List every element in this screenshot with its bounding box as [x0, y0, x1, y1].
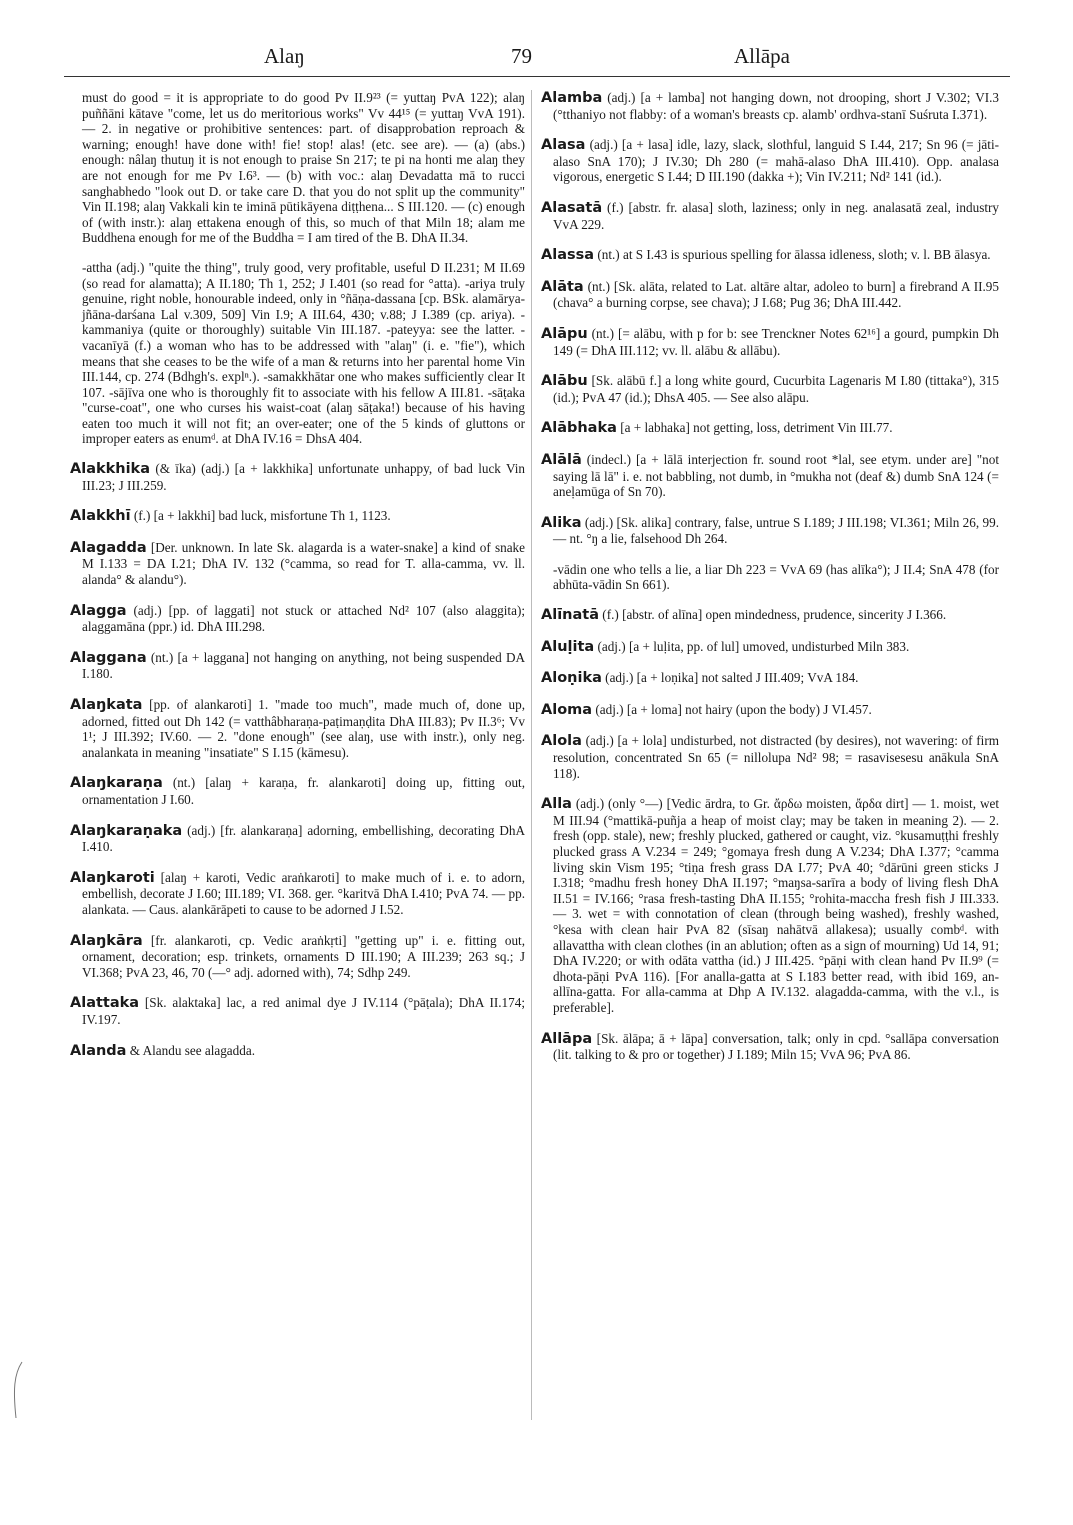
margin-pencil-mark	[10, 1360, 24, 1420]
entry-body: [Sk. ālāpa; ā + lāpa] conversation, talk; only in cpd. °sallāpa conversation (lit. talking to & pro or together) J I.189; Miln 15; VvA 96; PvA 86.	[553, 1030, 999, 1063]
dictionary-entry	[70, 775, 525, 807]
entry-headword: Alassa	[541, 247, 595, 264]
dictionary-entry	[541, 562, 999, 593]
entry-headword: Aluḷita	[541, 638, 595, 655]
dictionary-entry	[70, 260, 525, 447]
entry-headword: Alaŋkaraṇa	[70, 775, 163, 792]
dictionary-entry	[541, 373, 999, 405]
entry-body: (adj.) [fr. alankaraṇa] adorning, embellishing, decorating DhA I.410.	[82, 822, 525, 855]
dictionary-entry	[70, 823, 525, 855]
entry-headword: Alanda	[70, 1042, 127, 1059]
dictionary-entry	[541, 452, 999, 500]
entry-body: (f.) [a + lakkhi] bad luck, misfortune Th 1, 1123.	[130, 508, 391, 524]
dictionary-entry	[70, 90, 525, 246]
dictionary-entry	[541, 420, 999, 437]
entry-body: [Der. unknown. In late Sk. alagarda is a water-snake] a kind of snake M I.133 = DA I.21; DhA IV. 132 (°camma, so read for T. alla-camma, vv. ll. alanda° & alandu°).	[82, 539, 525, 588]
entry-body: must do good = it is appropriate to do good Pv II.9²³ (= yuttaŋ PvA 122); alaŋ puññāni kātave "come, let us do meritorious works" Vv 44¹⁵ (= yuttaŋ VvA 191). — 2. in negative or prohibitive sentences: part. of disapprobation reproach & warning; enough! have done with! fie! stop! alas! (etc. see are). — (a) (abs.) enough: nâlaŋ thutuŋ it is not enough to praise Sn 217; te pi na honti me alaŋ they are not enough for me Pv I.6³. — (b) with voc.: alaŋ Devadatta mā to rucci sanghabhedo "look out D. or take care D. that you do not split up the community" Vin II.198; alaŋ Vakkali kin te iminā pūtikāyena diṭṭhena... S III.120. — (c) enough of (with instr.): alaŋ ettakena enough of this, so much of that Miln 18; alam me Buddhena enough for me of the Buddha = I am tired of the B. DhA II.34.	[82, 90, 525, 246]
dictionary-entry	[541, 607, 999, 624]
column-divider	[531, 90, 532, 1420]
entry-body: (adj.) [a + lola] undisturbed, not distracted (by desires), not wavering: of firm resolution, concentrated Sn 65 (= nillolupa Nd² 98; = rasavisesesu anākula SnA 118).	[553, 733, 999, 781]
entry-body: (nt.) [Sk. alāta, related to Lat. altāre altar, adoleo to burn] a firebrand A II.95 (chava° a burning corpse, see chava); J I.68; Pug 36; DhA III.442.	[553, 278, 999, 311]
entry-headword: Alola	[541, 733, 582, 750]
entry-body: [Sk. alaktaka] lac, a red animal dye J IV.114 (°pāṭala); DhA II.174; IV.197.	[82, 995, 525, 1027]
entry-headword: Alāta	[541, 278, 584, 295]
dictionary-entry	[541, 279, 999, 311]
dictionary-entry	[541, 200, 999, 232]
entry-headword: Aloma	[541, 701, 593, 718]
dictionary-entry	[70, 461, 525, 493]
dictionary-entry	[541, 326, 999, 358]
entry-headword: Alaŋkāra	[70, 932, 143, 949]
dictionary-entry	[70, 995, 525, 1027]
dictionary-entry	[541, 670, 999, 687]
dictionary-entry	[70, 540, 525, 588]
entry-body: (adj.) [a + loma] not hairy (upon the body) J VI.457.	[592, 701, 872, 717]
entry-headword: Alālā	[541, 451, 582, 468]
entry-body: (& īka) (adj.) [a + lakkhika] unfortunate unhappy, of bad luck Vin III.23; J III.259.	[82, 461, 525, 493]
dictionary-entry	[70, 508, 525, 525]
entry-headword: Alaŋkaraṇaka	[70, 822, 183, 839]
dictionary-entry	[541, 733, 999, 781]
entry-body: (adj.) [a + loṇika] not salted J III.409; VvA 184.	[601, 670, 859, 686]
header-rule	[64, 76, 1010, 77]
page-number: 79	[511, 44, 532, 68]
dictionary-entry	[541, 1031, 999, 1063]
entry-body: [a + labhaka] not getting, loss, detriment Vin III.77.	[616, 420, 893, 436]
entry-headword: Alagadda	[70, 539, 147, 556]
entry-body: & Alandu see alagadda.	[126, 1042, 256, 1058]
entry-headword: Aloṇika	[541, 670, 602, 687]
entry-headword: Alaggana	[70, 649, 147, 666]
dictionary-entry	[541, 796, 999, 1015]
dictionary-entry	[541, 137, 999, 185]
dictionary-entry	[541, 90, 999, 122]
entry-body: (nt.) [= alābu, with p for b: see Trenckner Notes 62¹⁶] a gourd, pumpkin Dh 149 (= DhA III.112; vv. ll. alābu & allābu).	[553, 325, 999, 358]
entry-body: [alaŋ + karoti, Vedic araṅkaroti] to make much of i. e. to adorn, embellish, decorate J I.60; III.189; VI. 368. ger. °karitvā DhA I.410; PvA 74. — pp. alankata. — Caus. alankārāpeti to cause to be adorned J I.52.	[82, 869, 525, 917]
entry-body: (adj.) [pp. of laggati] not stuck or attached Nd² 107 (also alaggita); alaggamāna (ppr.) id. DhA III.298.	[82, 602, 525, 635]
dictionary-entry	[70, 870, 525, 918]
entry-body: -attha (adj.) "quite the thing", truly good, very profitable, useful D II.231; M II.69 (so read for alamatta); A II.180; Th 1, 252; J I.401 (so read for °atta). -ariya truly genuine, right noble, honourable indeed, only in °ñāṇa-dassana [cp. BSk. alamārya-jñāna-darśana Lal v.309, 509] Vin I.9; A III.64, 430; v.88; J I.389 (cp. ariya). -kammaniya (quite or thoroughly) suitable Vin III.187. -pateyya: see the latter. -vacanīyā (f.) a woman who has to be addressed with "alaŋ" (i. e. "fie"), which means that she ceases to be the wife of a man & returns into her parental home Vin III.144, cp. 274 (Bdhgh's. explⁿ.). -samakkhātar one who makes sufficiently clear It 107. -sājīva one who is thoroughly fit to associate with his fellow A III.81. -sāṭaka "curse-coat", one who curses his waist-coat (alaŋ sāṭaka!) because of his having eaten too much it will not fit; an over-eater; one of the 5 kinds of gluttons or improper eaters as enumᵈ. at DhA IV.16 = DhsA 404.	[82, 259, 525, 447]
entry-body: (nt.) [alaŋ + karaṇa, fr. alankaroti] doing up, fitting out, ornamentation J I.60.	[82, 775, 525, 807]
entry-body: (adj.) (only °—) [Vedic ārdra, to Gr. ἄρδω moisten, ἄρδα dirt] — 1. moist, wet M III.94 (°mattikā-puñja a heap of moist clay; may be taken in meaning 2). — 2. fresh (opp. stale), new; freshly plucked, gathered or caught, viz. °kusamuṭṭhi freshly plucked grass A V.234 = 249; °gomaya fresh dung A V.234; DhA I.377; °camma living skin Vism 195; °tiṇa fresh grass DA I.77; PvA 40; °dārūni green sticks J I.318; °madhu fresh honey DhA II.197; °maŋsa-sarīra a body of living flesh DhA II.51 = IV.166; °rasa fresh-tasting DhA II.155; °rohita-maccha fresh fish J III.333. — 3. wet = with connotation of clean (through being washed), freshly washed, °kesa with clean hair PvA 82 (sīsaŋ nahātvā allakesa); usually combᵈ. with allavattha with clean clothes (in an ablution; often as a sign of mourning) Ud 14, 91; DhA IV.220; or with odāta vattha (id.) J III.425. °pāṇi with clean hand Pv II.9⁹ (= dhota-pāṇi PvA 116). [For analla-gatta at S I.183 better read, with ibid 169, an-allīna-gatta. For alla-camma at Dhp A IV.132. alagadda-camma, with the v.l., is preferable].	[553, 796, 999, 1015]
entry-body: [pp. of alankaroti] 1. "made too much", made much of, done up, adorned, fitted out Dh 142 (= vatthâbharaṇa-paṭimaṇḍita DhA III.83); Pv II.3⁶; Vv 1¹; J III.392; IV.60. — 2. "done enough" (see alaŋ, use with instr.), only neg. analankata in meaning "insatiate" S I.15 (kāmesu).	[82, 697, 525, 760]
entry-headword: Alattaka	[70, 995, 140, 1012]
entry-headword: Alagga	[70, 602, 127, 619]
dictionary-entry	[541, 247, 999, 264]
entry-headword: Alaŋkata	[70, 697, 143, 713]
entry-body: (adj.) [a + lasa] idle, lazy, slack, slothful, languid S I.44, 217; Sn 96 (= jāti-alaso SnA 170); J IV.30; Dh 280 (= mahā-alaso DhA III.410). Opp. analasa vigorous, energetic S I.44; D III.190 (dakka +); Vin IV.211; Nd² 141 (id.).	[553, 137, 999, 185]
entry-headword: Alaŋkaroti	[70, 869, 155, 886]
entry-headword: Alla	[541, 796, 572, 813]
entry-body: (nt.) [a + laggana] not hanging on anything, not being suspended DA I.180.	[82, 649, 525, 682]
entry-body: (adj.) [a + luḷita, pp. of lul] umoved, undisturbed Miln 383.	[594, 638, 910, 654]
entry-body: (indecl.) [a + lālā interjection fr. sound root *lal, see etym. under are] "not saying lā lā" i. e. not babbling, not dumb, in °mukha not (deaf &) dumb SnA 124 (= aneḷamūga of Sn 70).	[553, 451, 999, 500]
entry-headword: Alika	[541, 514, 582, 531]
entry-headword: Alakkhī	[70, 508, 131, 525]
entry-headword: Alamba	[541, 90, 603, 106]
dictionary-entry	[70, 603, 525, 635]
entry-headword: Alīnatā	[541, 607, 599, 624]
page-header	[64, 44, 1009, 74]
dictionary-entry	[70, 650, 525, 682]
entry-headword: Allāpa	[541, 1030, 593, 1047]
entry-headword: Alābu	[541, 373, 588, 390]
entry-headword: Alasatā	[541, 199, 603, 216]
dictionary-entry	[70, 1043, 525, 1060]
entry-body: (nt.) at S I.43 is spurious spelling for ālassa idleness, sloth; v. l. BB ālasya.	[594, 247, 991, 263]
dictionary-entry	[541, 639, 999, 656]
dictionary-entry	[70, 933, 525, 981]
header-right-guideword: Allāpa	[734, 44, 790, 68]
entry-body: (f.) [abstr. of alīna] open mindedness, prudence, sincerity J I.366.	[599, 607, 947, 623]
entry-headword: Alāpu	[541, 325, 588, 342]
right-column	[541, 90, 999, 1078]
entry-body: (adj.) [a + lamba] not hanging down, not drooping, short J V.302; VI.3 (°tthaniyo not flabby: of a woman's breasts cp. alamb' ordhva-stanī Suśruta I.371).	[553, 90, 999, 122]
entry-headword: Alakkhika	[70, 461, 150, 478]
dictionary-entry	[70, 697, 525, 760]
left-column	[70, 90, 525, 1074]
entry-body: (f.) [abstr. fr. alasa] sloth, laziness; only in neg. analasatā zeal, industry VvA 229.	[553, 199, 999, 232]
entry-body: [fr. alankaroti, cp. Vedic araṅkṛti] "getting up" i. e. fitting out, ornament, decoration; esp. trinkets, ornaments D III.190; A III.239; 263 sq.; J VI.368; PvA 23, 46, 70 (—° adj. adorned with), 74; Sdhp 249.	[82, 932, 525, 980]
entry-body: (adj.) [Sk. alika] contrary, false, untrue S I.189; J III.198; VI.361; Miln 26, 99. — nt. °ŋ a lie, falsehood Dh 264.	[553, 514, 999, 547]
entry-body: [Sk. alābū f.] a long white gourd, Cucurbita Lagenaris M I.80 (tittaka°), 315 (id.); PvA 47 (id.); DhsA 405. — See also alāpu.	[553, 373, 999, 405]
entry-headword: Alasa	[541, 137, 586, 154]
dictionary-entry	[541, 702, 999, 719]
entry-headword: Alābhaka	[541, 420, 617, 437]
dictionary-entry	[541, 515, 999, 547]
header-left-guideword: Alaŋ	[264, 44, 305, 68]
entry-body: -vādin one who tells a lie, a liar Dh 223 = VvA 69 (has alīka°); J II.4; SnA 478 (for abhūta-vādin Sn 661).	[553, 561, 999, 593]
